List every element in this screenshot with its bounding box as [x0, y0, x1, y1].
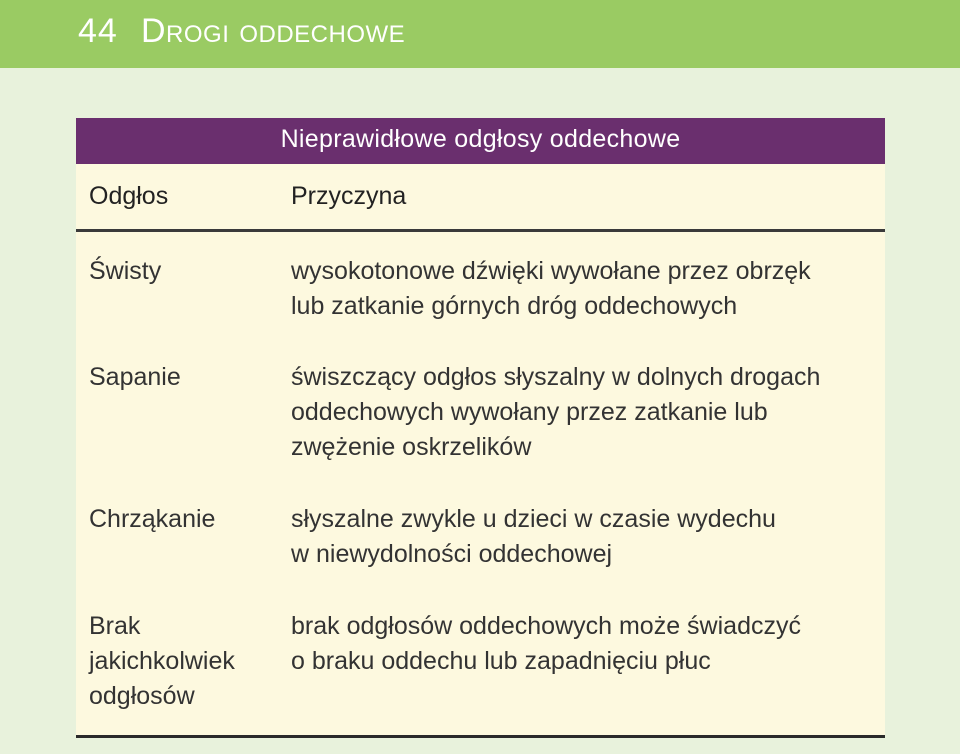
column-header-cause: Przyczyna: [291, 182, 407, 210]
table-title-bar: [76, 118, 885, 164]
table-row-cause: wysokotonowe dźwięki wywołane przez obrzęk lub zatkanie górnych dróg oddechowych: [291, 257, 811, 320]
column-header-sound: Odgłos: [89, 182, 169, 210]
table-title: Nieprawidłowe odgłosy oddechowe: [280, 125, 681, 153]
table-row-sound: Chrząkanie: [89, 505, 216, 533]
header-band: [0, 0, 960, 68]
table-row-sound: Świsty: [89, 257, 162, 285]
page-number: 44: [78, 12, 118, 50]
breath-sounds-table: [76, 118, 885, 738]
chapter-title: Drogi oddechowe: [141, 12, 406, 50]
header-divider: [76, 229, 885, 232]
table-row-cause: słyszalne zwykle u dzieci w czasie wydechu w niewydolności oddechowej: [291, 505, 776, 568]
table-row-sound: Sapanie: [89, 363, 181, 391]
table-row-sound: Brak jakichkolwiek odgłosów: [89, 612, 235, 710]
table-row-cause: brak odgłosów oddechowych może świadczyć o braku oddechu lub zapadnięciu płuc: [291, 612, 801, 675]
table-row-cause: świszczący odgłos słyszalny w dolnych drogach oddechowych wywołany przez zatkanie lub zwężenie oskrzelików: [291, 363, 821, 461]
